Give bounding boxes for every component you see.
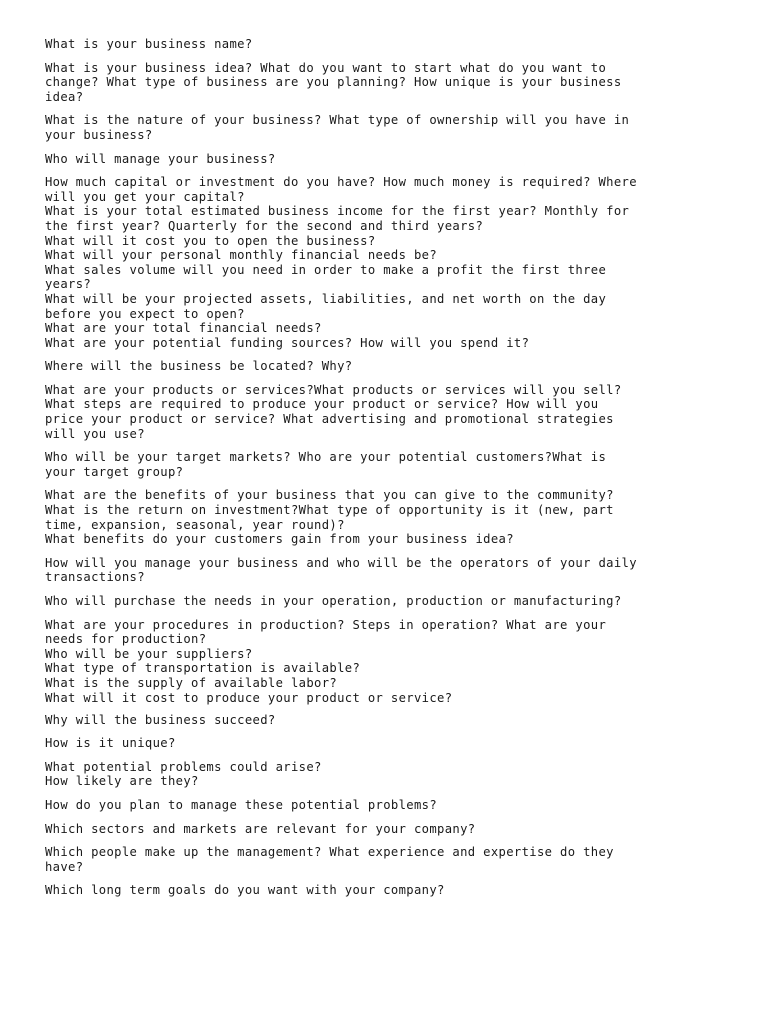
question-line: What is the supply of available labor?	[45, 675, 338, 690]
question-line: before you expect to open?	[45, 306, 245, 321]
question-line: What is your business name?	[45, 37, 253, 51]
question-line: How likely are they?	[45, 774, 199, 789]
question-line: price your product or service? What advertising and promotional strategies	[45, 412, 614, 427]
question-line: How is it unique?	[45, 736, 176, 751]
question-line: transactions?	[45, 570, 145, 585]
question-line: Where will the business be located? Why?	[45, 359, 353, 374]
question-line: Which people make up the management? What experience and expertise do they	[45, 845, 614, 860]
question-line: What will be your projected assets, liabilities, and net worth on the day	[45, 291, 607, 306]
question-line: How will you manage your business and who will be the operators of your daily	[45, 555, 637, 570]
question-line: have?	[45, 859, 84, 874]
question-line: needs for production?	[45, 632, 207, 647]
question-block	[45, 61, 735, 105]
question-block	[45, 152, 735, 167]
question-line: What type of transportation is available?	[45, 661, 361, 676]
question-line: What will your personal monthly financial needs be?	[45, 248, 438, 263]
question-block	[45, 359, 735, 374]
question-block	[45, 450, 735, 479]
question-line: What is the return on investment?What type of opportunity is it (new, part	[45, 503, 614, 518]
question-line: Why will the business succeed?	[45, 712, 276, 727]
question-line: Who will be your target markets? Who are your potential customers?What is	[45, 450, 607, 465]
question-line: What are your total financial needs?	[45, 321, 322, 336]
question-line: time, expansion, seasonal, year round)?	[45, 517, 345, 532]
question-line: years?	[45, 277, 92, 292]
question-line: idea?	[45, 89, 84, 104]
question-block	[45, 113, 735, 142]
question-line: What are your products or services?What products or services will you sell?	[45, 382, 622, 397]
question-line: your business?	[45, 127, 153, 142]
question-line: What are your potential funding sources? How will you spend it?	[45, 335, 530, 350]
question-line: your target group?	[45, 464, 184, 479]
question-line: What steps are required to produce your product or service? How will you	[45, 397, 599, 412]
question-line: What will it cost you to open the business?	[45, 233, 376, 248]
question-block	[45, 618, 735, 706]
question-block	[45, 883, 735, 898]
question-line: change? What type of business are you planning? How unique is your business	[45, 75, 622, 90]
document-body	[45, 37, 735, 898]
question-block	[45, 488, 735, 546]
question-line: Who will purchase the needs in your operation, production or manufacturing?	[45, 594, 622, 608]
question-line: Which long term goals do you want with your company?	[45, 883, 445, 898]
question-line: Which sectors and markets are relevant for your company?	[45, 821, 476, 836]
question-line: What are your procedures in production? Steps in operation? What are your	[45, 617, 607, 632]
question-line: What are the benefits of your business that you can give to the community?	[45, 488, 614, 503]
question-block	[45, 713, 735, 728]
question-line: What is your total estimated business income for the first year? Monthly for	[45, 204, 630, 219]
question-line: Who will be your suppliers?	[45, 646, 253, 661]
question-block	[45, 822, 735, 837]
question-block	[45, 845, 735, 874]
question-line: What is your business idea? What do you want to start what do you want to	[45, 60, 607, 75]
question-block	[45, 175, 735, 350]
question-block	[45, 37, 735, 52]
question-block	[45, 798, 735, 813]
question-block	[45, 760, 735, 789]
question-line: What potential problems could arise?	[45, 759, 322, 774]
question-line: What will it cost to produce your product or service?	[45, 690, 453, 705]
question-line: How much capital or investment do you have? How much money is required? Where	[45, 175, 637, 190]
question-line: What sales volume will you need in order to make a profit the first three	[45, 262, 607, 277]
question-line: will you use?	[45, 426, 145, 441]
question-line: Who will manage your business?	[45, 151, 276, 166]
question-block	[45, 594, 735, 609]
question-line: How do you plan to manage these potential problems?	[45, 798, 438, 813]
question-line: What is the nature of your business? What type of ownership will you have in	[45, 113, 630, 128]
question-line: What benefits do your customers gain from your business idea?	[45, 532, 514, 547]
question-line: the first year? Quarterly for the second and third years?	[45, 218, 484, 233]
question-block	[45, 383, 735, 441]
question-block	[45, 736, 735, 751]
question-block	[45, 556, 735, 585]
question-line: will you get your capital?	[45, 189, 245, 204]
